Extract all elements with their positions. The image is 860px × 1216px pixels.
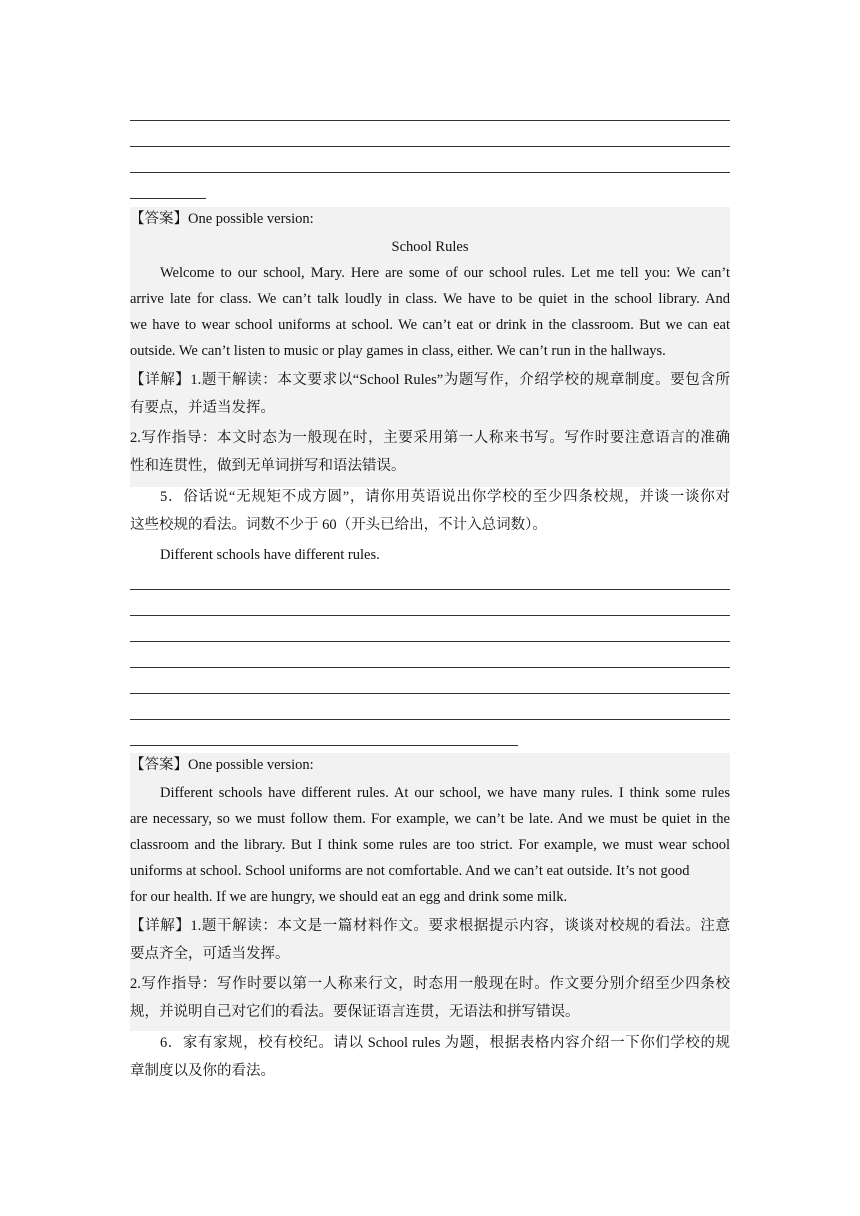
question-6-prompt: 章制度以及你的看法。 xyxy=(130,1063,275,1079)
writing-line xyxy=(130,615,730,616)
question-5-opening: Different schools have different rules. xyxy=(160,547,380,563)
essay-line: we have to wear school uniforms at school. We can’t eat or drink in the classroom. But we can eat xyxy=(130,317,730,333)
answer-label: 【答案】One possible version: xyxy=(130,757,314,773)
essay-title: School Rules xyxy=(391,239,469,255)
essay-line: uniforms at school. School uniforms are not comfortable. And we can’t eat outside. It’s not good xyxy=(130,863,690,879)
writing-line xyxy=(130,745,518,746)
answer-label: 【答案】One possible version: xyxy=(130,211,314,227)
essay-line: Different schools have different rules. At our school, we have many rules. I think some rules xyxy=(160,785,730,801)
writing-line xyxy=(130,693,730,694)
writing-line xyxy=(130,120,730,121)
essay-line: are necessary, so we must follow them. For example, we can’t be late. And we must be quiet in the xyxy=(130,811,730,827)
writing-line xyxy=(130,719,730,720)
detail-line: 2.写作指导：写作时要以第一人称来行文，时态用一般现在时。作文要分别介绍至少四条校 xyxy=(130,976,730,992)
essay-line: arrive late for class. We can’t talk loudly in class. We have to be quiet in the school library. And xyxy=(130,291,730,307)
writing-line xyxy=(130,641,730,642)
writing-line xyxy=(130,198,206,199)
detail-line: 【详解】1.题干解读：本文要求以“School Rules”为题写作，介绍学校的规章制度。要包含所 xyxy=(130,372,730,388)
detail-line: 要点齐全，可适当发挥。 xyxy=(130,946,290,962)
writing-line xyxy=(130,146,730,147)
writing-line xyxy=(130,589,730,590)
question-6-prompt: 6．家有家规，校有校纪。请以 School rules 为题，根据表格内容介绍一下你们学校的规 xyxy=(160,1035,730,1051)
essay-line: outside. We can’t listen to music or play games in class, either. We can’t run in the hallways. xyxy=(130,343,666,359)
detail-line: 规，并说明自己对它们的看法。要保证语言连贯，无语法和拼写错误。 xyxy=(130,1004,580,1020)
detail-line: 【详解】1.题干解读：本文是一篇材料作文。要求根据提示内容，谈谈对校规的看法。注意 xyxy=(130,918,730,934)
essay-line: Welcome to our school, Mary. Here are some of our school rules. Let me tell you: We can’t xyxy=(160,265,730,281)
writing-line xyxy=(130,667,730,668)
detail-line: 2.写作指导：本文时态为一般现在时，主要采用第一人称来书写。写作时要注意语言的准确 xyxy=(130,430,730,446)
writing-line xyxy=(130,172,730,173)
essay-line: classroom and the library. But I think some rules are too strict. For example, we must wear school xyxy=(130,837,730,853)
question-5-prompt: 5．俗话说“无规矩不成方圆”，请你用英语说出你学校的至少四条校规，并谈一谈你对 xyxy=(160,489,730,505)
detail-line: 性和连贯性，做到无单词拼写和语法错误。 xyxy=(130,458,406,474)
detail-line: 有要点，并适当发挥。 xyxy=(130,400,275,416)
question-5-prompt: 这些校规的看法。词数不少于 60（开头已给出，不计入总词数）。 xyxy=(130,517,547,533)
essay-line: for our health. If we are hungry, we should eat an egg and drink some milk. xyxy=(130,889,568,905)
